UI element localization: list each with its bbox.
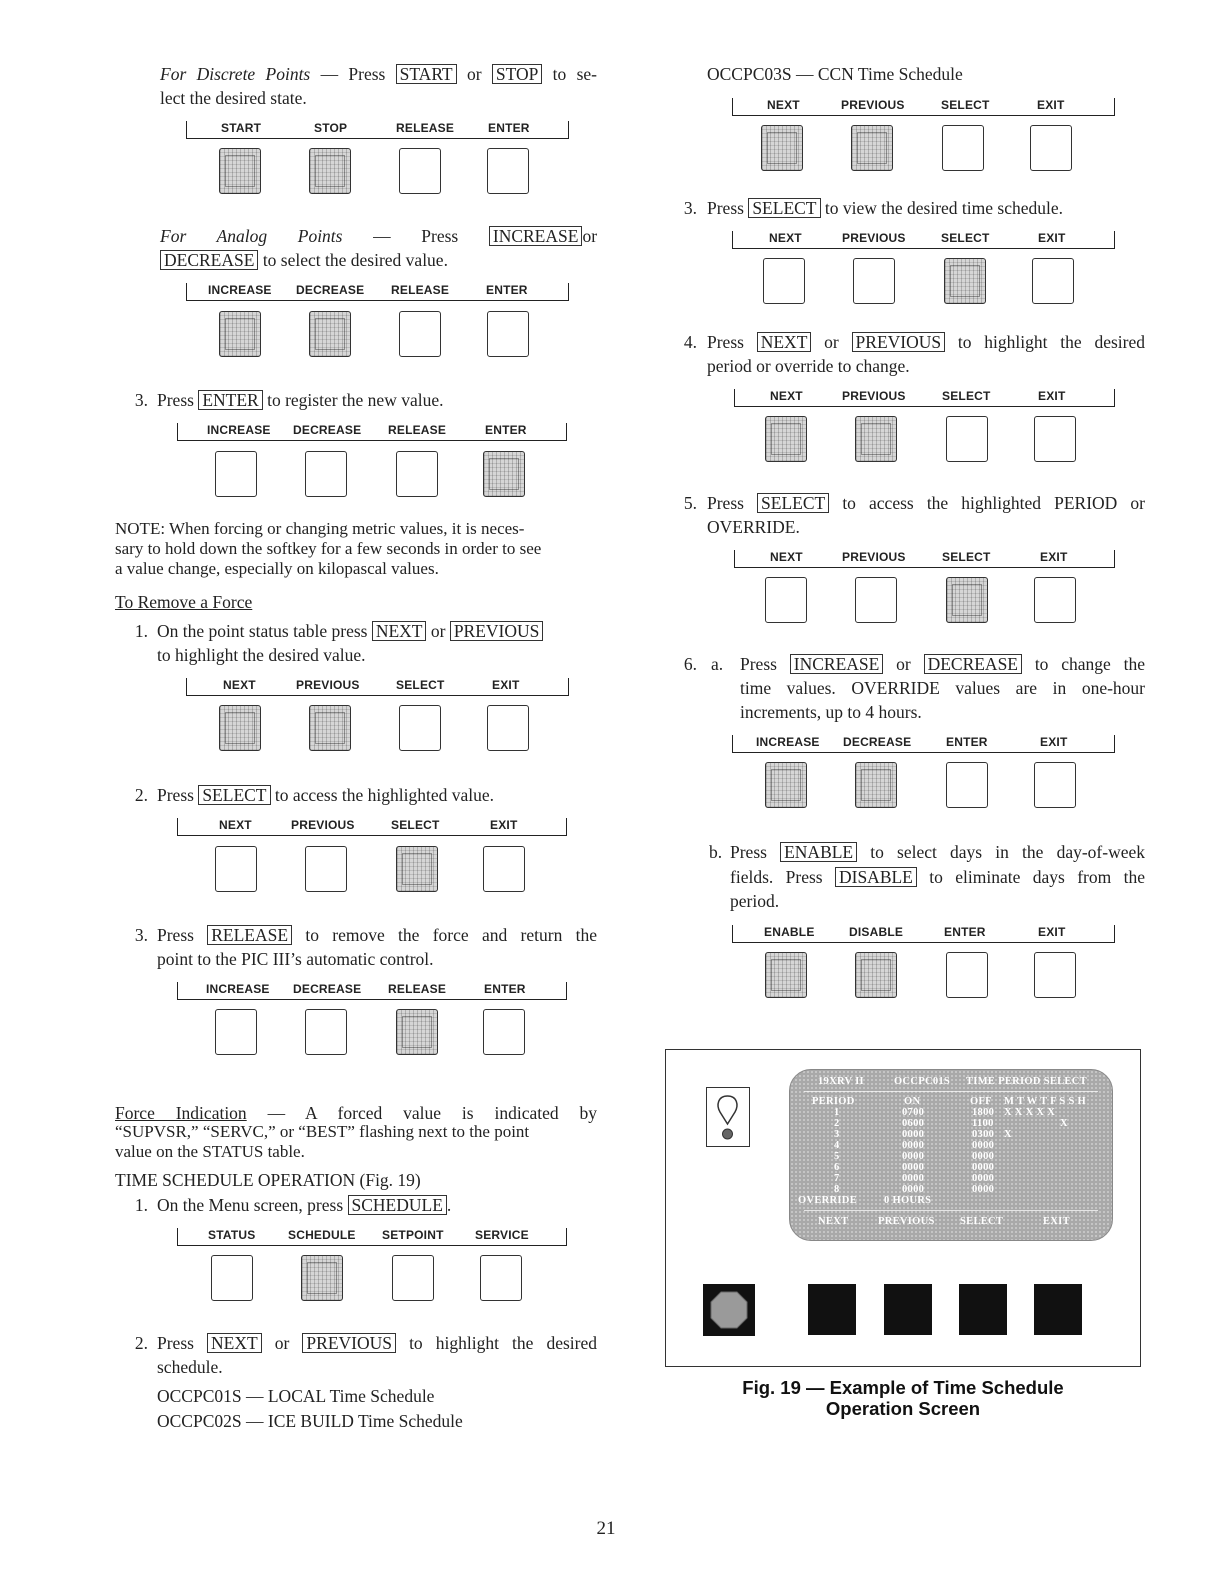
screen-col-on: ON xyxy=(904,1096,921,1107)
softkey-strip-nav xyxy=(732,230,1115,249)
figure-19-control-panel xyxy=(665,1049,1141,1367)
schedule-local: OCCPC01S — LOCAL Time Schedule xyxy=(157,1386,435,1406)
force-indication-line3: value on the STATUS table. xyxy=(115,1142,305,1161)
softkey-button-highlighted xyxy=(855,952,897,998)
strip-label: EXIT xyxy=(1040,550,1068,564)
softkey-button-highlighted xyxy=(851,125,893,171)
softkey-button-highlighted xyxy=(765,952,807,998)
softkey-strip-release xyxy=(177,981,567,1000)
screen-on-time: 0700 xyxy=(902,1107,925,1118)
screen-period-num: 5 xyxy=(834,1151,840,1162)
softkey-button-highlighted xyxy=(761,125,803,171)
step-number: 3. xyxy=(134,390,148,410)
strip-label: SELECT xyxy=(942,550,991,564)
screen-off-time: 1100 xyxy=(972,1118,994,1129)
screen-off-time: 0000 xyxy=(972,1151,995,1162)
screen-period-num: 6 xyxy=(834,1162,840,1173)
softkey-button-highlighted xyxy=(765,416,807,462)
strip-label: NEXT xyxy=(767,98,800,112)
strip-label: NEXT xyxy=(769,231,802,245)
strip-label: INCREASE xyxy=(207,423,271,437)
screen-on-time: 0000 xyxy=(902,1173,925,1184)
step-number: 4. xyxy=(683,332,697,352)
strip-label: PREVIOUS xyxy=(291,818,355,832)
note-line: a value change, especially on kilopascal values. xyxy=(115,559,439,578)
softkey-button-highlighted xyxy=(765,762,807,808)
softkey-button-highlighted xyxy=(309,311,351,357)
release-key: RELEASE xyxy=(207,925,292,945)
screen-header-title: TIME PERIOD SELECT xyxy=(966,1076,1087,1087)
stop-button[interactable] xyxy=(703,1284,755,1336)
strip-label: PREVIOUS xyxy=(296,678,360,692)
force-indication-line2: “SUPVSR,” “SERVC,” or “BEST” flashing next to the point xyxy=(115,1122,530,1141)
strip-label: SETPOINT xyxy=(382,1228,444,1242)
octagon-icon xyxy=(703,1284,755,1336)
strip-label: SELECT xyxy=(942,389,991,403)
softkey-button xyxy=(1030,125,1072,171)
strip-label: DECREASE xyxy=(293,982,362,996)
strip-label: INCREASE xyxy=(756,735,820,749)
strip-label: EXIT xyxy=(1038,389,1066,403)
screen-off-time: 0300 xyxy=(972,1129,995,1140)
disable-key: DISABLE xyxy=(835,867,917,887)
softkey-button-highlighted xyxy=(219,705,261,751)
softkey-strip-nav xyxy=(186,677,569,696)
remove-force-step1: On the point status table press NEXT or PREVIOUS xyxy=(157,619,543,643)
softkey-button xyxy=(1034,577,1076,623)
screen-off-time: 0000 xyxy=(972,1140,995,1151)
hardware-softkey-4[interactable] xyxy=(1034,1284,1082,1335)
select-key: SELECT xyxy=(748,198,820,218)
softkey-button xyxy=(855,577,897,623)
softkey-button xyxy=(215,846,257,892)
figure-caption xyxy=(665,1377,1141,1419)
step-number: 3. xyxy=(683,198,697,218)
softkey-strip-nav xyxy=(734,388,1115,407)
note-line: sary to hold down the softkey for a few seconds in order to see xyxy=(115,539,542,558)
previous-key: PREVIOUS xyxy=(852,332,946,352)
ccn-step6a-line3: increments, up to 4 hours. xyxy=(740,702,922,722)
screen-header-table: OCCPC01S xyxy=(894,1076,951,1087)
softkey-strip-enter xyxy=(177,422,567,441)
strip-label: SCHEDULE xyxy=(288,1228,356,1242)
step-number: 2. xyxy=(134,785,148,805)
strip-label: PREVIOUS xyxy=(842,389,906,403)
schedule-step2-line2: schedule. xyxy=(157,1357,223,1377)
strip-label: INCREASE xyxy=(208,283,272,297)
screen-softkey-label: NEXT xyxy=(818,1216,849,1227)
start-key: START xyxy=(396,64,457,84)
strip-label: ENTER xyxy=(946,735,988,749)
next-key: NEXT xyxy=(757,332,812,352)
screen-off-time: 0000 xyxy=(972,1173,995,1184)
ccn-step3: Press SELECT to view the desired time schedule. xyxy=(707,198,1063,218)
strip-label: DECREASE xyxy=(293,423,362,437)
softkey-button xyxy=(399,311,441,357)
increase-key: INCREASE xyxy=(489,226,583,246)
screen-period-num: 8 xyxy=(834,1184,840,1195)
softkey-strip-nav xyxy=(732,97,1115,116)
softkey-strip-nav xyxy=(734,549,1115,568)
screen-on-time: 0000 xyxy=(902,1151,925,1162)
screen-off-time: 0000 xyxy=(972,1162,995,1173)
analog-points-line2: DECREASE to select the desired value. xyxy=(160,248,448,272)
screen-col-off: OFF xyxy=(970,1096,992,1107)
strip-label: SELECT xyxy=(391,818,440,832)
screen-override-label: OVERRIDE xyxy=(798,1195,857,1206)
softkey-button xyxy=(1034,416,1076,462)
strip-label: RELEASE xyxy=(388,423,447,437)
page-number: 21 xyxy=(596,1518,616,1539)
strip-label: NEXT xyxy=(219,818,252,832)
enable-key: ENABLE xyxy=(780,842,857,862)
next-key: NEXT xyxy=(207,1333,262,1353)
softkey-button-highlighted xyxy=(946,577,988,623)
ccn-step6b-line3: period. xyxy=(730,891,780,911)
schedule-key: SCHEDULE xyxy=(348,1195,447,1215)
softkey-strip-increase-decrease xyxy=(186,282,569,301)
ccn-step4-line2: period or override to change. xyxy=(707,356,910,376)
schedule-step2: Press NEXT or PREVIOUS to highlight the desired xyxy=(157,1333,598,1353)
decrease-key: DECREASE xyxy=(160,250,258,270)
softkey-button-highlighted xyxy=(483,451,525,497)
ccn-step6a-line2: time values. OVERRIDE values are in one-hour xyxy=(740,678,1145,698)
softkey-button-highlighted xyxy=(219,148,261,194)
screen-softkey-label: SELECT xyxy=(960,1216,1004,1227)
screen-period-num: 3 xyxy=(834,1129,840,1140)
softkey-button xyxy=(483,1009,525,1055)
strip-label: DISABLE xyxy=(849,925,904,939)
strip-label: EXIT xyxy=(1037,98,1065,112)
stop-key: STOP xyxy=(492,64,542,84)
alarm-light-icon xyxy=(706,1087,750,1147)
hardware-softkey-3[interactable] xyxy=(959,1284,1007,1335)
previous-key: PREVIOUS xyxy=(450,621,544,641)
strip-label: STOP xyxy=(314,121,348,135)
remove-force-step3-line2: point to the PIC III’s automatic control. xyxy=(157,949,434,969)
strip-label: RELEASE xyxy=(388,982,447,996)
substep-letter: b. xyxy=(709,842,723,862)
softkey-button xyxy=(305,451,347,497)
remove-force-step1-line2: to highlight the desired value. xyxy=(157,645,366,665)
strip-label: SERVICE xyxy=(475,1228,529,1242)
screen-days: X xyxy=(1004,1129,1012,1140)
remove-force-heading: To Remove a Force xyxy=(115,592,253,612)
softkey-button-highlighted xyxy=(396,846,438,892)
schedule-ccn: OCCPC03S — CCN Time Schedule xyxy=(707,64,963,84)
strip-label: RELEASE xyxy=(396,121,455,135)
strip-label: PREVIOUS xyxy=(842,550,906,564)
strip-label: EXIT xyxy=(492,678,520,692)
substep-letter: a. xyxy=(711,654,724,674)
softkey-button xyxy=(392,1255,434,1301)
screen-period-num: 2 xyxy=(834,1118,840,1129)
strip-label: NEXT xyxy=(223,678,256,692)
step-number: 2. xyxy=(134,1333,148,1353)
note-paragraph xyxy=(115,519,597,579)
softkey-button-highlighted xyxy=(855,416,897,462)
softkey-button xyxy=(1034,952,1076,998)
remove-force-step3: Press RELEASE to remove the force and return the xyxy=(157,925,597,945)
strip-label: SELECT xyxy=(941,98,990,112)
strip-label: DECREASE xyxy=(843,735,912,749)
softkey-button xyxy=(483,846,525,892)
softkey-button xyxy=(480,1255,522,1301)
schedule-ice-build: OCCPC02S — ICE BUILD Time Schedule xyxy=(157,1411,463,1431)
softkey-strip-enable-disable xyxy=(732,924,1115,943)
strip-label: EXIT xyxy=(1040,735,1068,749)
screen-softkey-label: EXIT xyxy=(1043,1216,1070,1227)
softkey-button xyxy=(487,148,529,194)
analog-points-line1: For Analog Points — Press INCREASE or xyxy=(160,226,598,246)
caption-line: Operation Screen xyxy=(825,1398,981,1419)
softkey-button-highlighted xyxy=(309,148,351,194)
strip-label: ENTER xyxy=(485,423,527,437)
softkey-button-highlighted xyxy=(309,705,351,751)
strip-label: RELEASE xyxy=(391,283,450,297)
softkey-button-highlighted xyxy=(855,762,897,808)
increase-key: INCREASE xyxy=(790,654,884,674)
step-number: 3. xyxy=(134,925,148,945)
time-schedule-heading: TIME SCHEDULE OPERATION (Fig. 19) xyxy=(115,1170,421,1190)
softkey-button xyxy=(487,311,529,357)
step-number: 1. xyxy=(134,1195,148,1215)
softkey-button xyxy=(399,705,441,751)
softkey-strip-start-stop xyxy=(186,120,569,139)
decrease-key: DECREASE xyxy=(924,654,1022,674)
strip-label: START xyxy=(221,121,262,135)
screen-on-time: 0000 xyxy=(902,1162,925,1173)
select-key: SELECT xyxy=(757,493,829,513)
softkey-button xyxy=(942,125,984,171)
previous-key: PREVIOUS xyxy=(302,1333,396,1353)
softkey-button xyxy=(215,1009,257,1055)
softkey-button xyxy=(396,451,438,497)
strip-label: PREVIOUS xyxy=(841,98,905,112)
softkey-button xyxy=(765,577,807,623)
ccn-step4: Press NEXT or PREVIOUS to highlight the desired xyxy=(707,332,1145,352)
softkey-button-highlighted xyxy=(219,311,261,357)
strip-label: NEXT xyxy=(770,389,803,403)
lcd-display xyxy=(789,1069,1113,1241)
strip-label: ENTER xyxy=(488,121,530,135)
step-number: 1. xyxy=(134,621,148,641)
strip-label: ENABLE xyxy=(764,925,815,939)
schedule-step1: On the Menu screen, press SCHEDULE . xyxy=(157,1195,452,1215)
strip-label: NEXT xyxy=(770,550,803,564)
strip-label: PREVIOUS xyxy=(842,231,906,245)
screen-softkey-label: PREVIOUS xyxy=(878,1216,935,1227)
softkey-button xyxy=(763,258,805,304)
softkey-button xyxy=(487,705,529,751)
screen-on-time: 0000 xyxy=(902,1140,925,1151)
softkey-button xyxy=(305,1009,347,1055)
discrete-points-line1: For Discrete Points — Press START or STOP to se- xyxy=(160,64,597,84)
softkey-button xyxy=(399,148,441,194)
remove-force-step2: Press SELECT to access the highlighted value. xyxy=(157,785,495,805)
softkey-button xyxy=(1032,258,1074,304)
softkey-strip-nav xyxy=(177,817,567,836)
ccn-step6b: Press ENABLE to select days in the day-of-week xyxy=(730,842,1145,862)
screen-on-time: 0000 xyxy=(902,1184,925,1195)
strip-label: INCREASE xyxy=(206,982,270,996)
softkey-button xyxy=(946,416,988,462)
strip-label: EXIT xyxy=(1038,925,1066,939)
screen-on-time: 0600 xyxy=(902,1118,925,1129)
step-number: 5. xyxy=(683,493,697,513)
softkey-button xyxy=(946,762,988,808)
hardware-softkey-2[interactable] xyxy=(884,1284,932,1335)
hardware-softkey-1[interactable] xyxy=(808,1284,856,1335)
strip-label: EXIT xyxy=(1038,231,1066,245)
strip-label: EXIT xyxy=(490,818,518,832)
softkey-button xyxy=(211,1255,253,1301)
strip-label: ENTER xyxy=(486,283,528,297)
ccn-step5-line2: OVERRIDE. xyxy=(707,517,800,537)
ccn-step6b-line2: fields. Press DISABLE to eliminate days from the xyxy=(730,867,1146,887)
ccn-step5: Press SELECT to access the highlighted PERIOD or xyxy=(707,493,1145,513)
note-line: NOTE: When forcing or changing metric values, it is neces- xyxy=(115,519,525,538)
softkey-strip-increase-decrease xyxy=(732,734,1115,753)
ccn-step6a: Press INCREASE or DECREASE to change the xyxy=(740,654,1146,674)
screen-days: X X X X X xyxy=(1004,1107,1056,1118)
softkey-button-highlighted xyxy=(396,1009,438,1055)
discrete-points-line2: lect the desired state. xyxy=(160,88,307,108)
strip-label: SELECT xyxy=(396,678,445,692)
softkey-button xyxy=(853,258,895,304)
screen-period-num: 7 xyxy=(834,1173,840,1184)
softkey-button xyxy=(305,846,347,892)
screen-override-value: 0 HOURS xyxy=(884,1195,932,1206)
softkey-button xyxy=(946,952,988,998)
screen-header-model: 19XRV II xyxy=(818,1076,864,1087)
softkey-button xyxy=(1034,762,1076,808)
screen-off-time: 1800 xyxy=(972,1107,995,1118)
screen-days: X xyxy=(1060,1118,1068,1129)
softkey-button-highlighted xyxy=(944,258,986,304)
screen-period-num: 4 xyxy=(834,1140,840,1151)
screen-col-period: PERIOD xyxy=(812,1096,855,1107)
next-key: NEXT xyxy=(372,621,427,641)
strip-label: DECREASE xyxy=(296,283,365,297)
screen-off-time: 0000 xyxy=(972,1184,995,1195)
caption-line: Fig. 19 — Example of Time Schedule xyxy=(742,1377,1064,1398)
strip-label: STATUS xyxy=(208,1228,256,1242)
enter-key: ENTER xyxy=(198,390,262,410)
softkey-button-highlighted xyxy=(301,1255,343,1301)
screen-col-days: M T W T F S S H xyxy=(1004,1096,1087,1107)
softkey-button xyxy=(215,451,257,497)
force-indication-line1: Force Indication — A forced value is indicated by xyxy=(115,1103,597,1123)
softkey-strip-menu xyxy=(177,1227,567,1246)
step-enter-text: Press ENTER to register the new value. xyxy=(157,390,444,410)
select-key: SELECT xyxy=(198,785,270,805)
strip-label: SELECT xyxy=(941,231,990,245)
screen-period-num: 1 xyxy=(834,1107,840,1118)
screen-on-time: 0000 xyxy=(902,1129,925,1140)
strip-label: ENTER xyxy=(484,982,526,996)
strip-label: ENTER xyxy=(944,925,986,939)
step-number: 6. xyxy=(683,654,697,674)
